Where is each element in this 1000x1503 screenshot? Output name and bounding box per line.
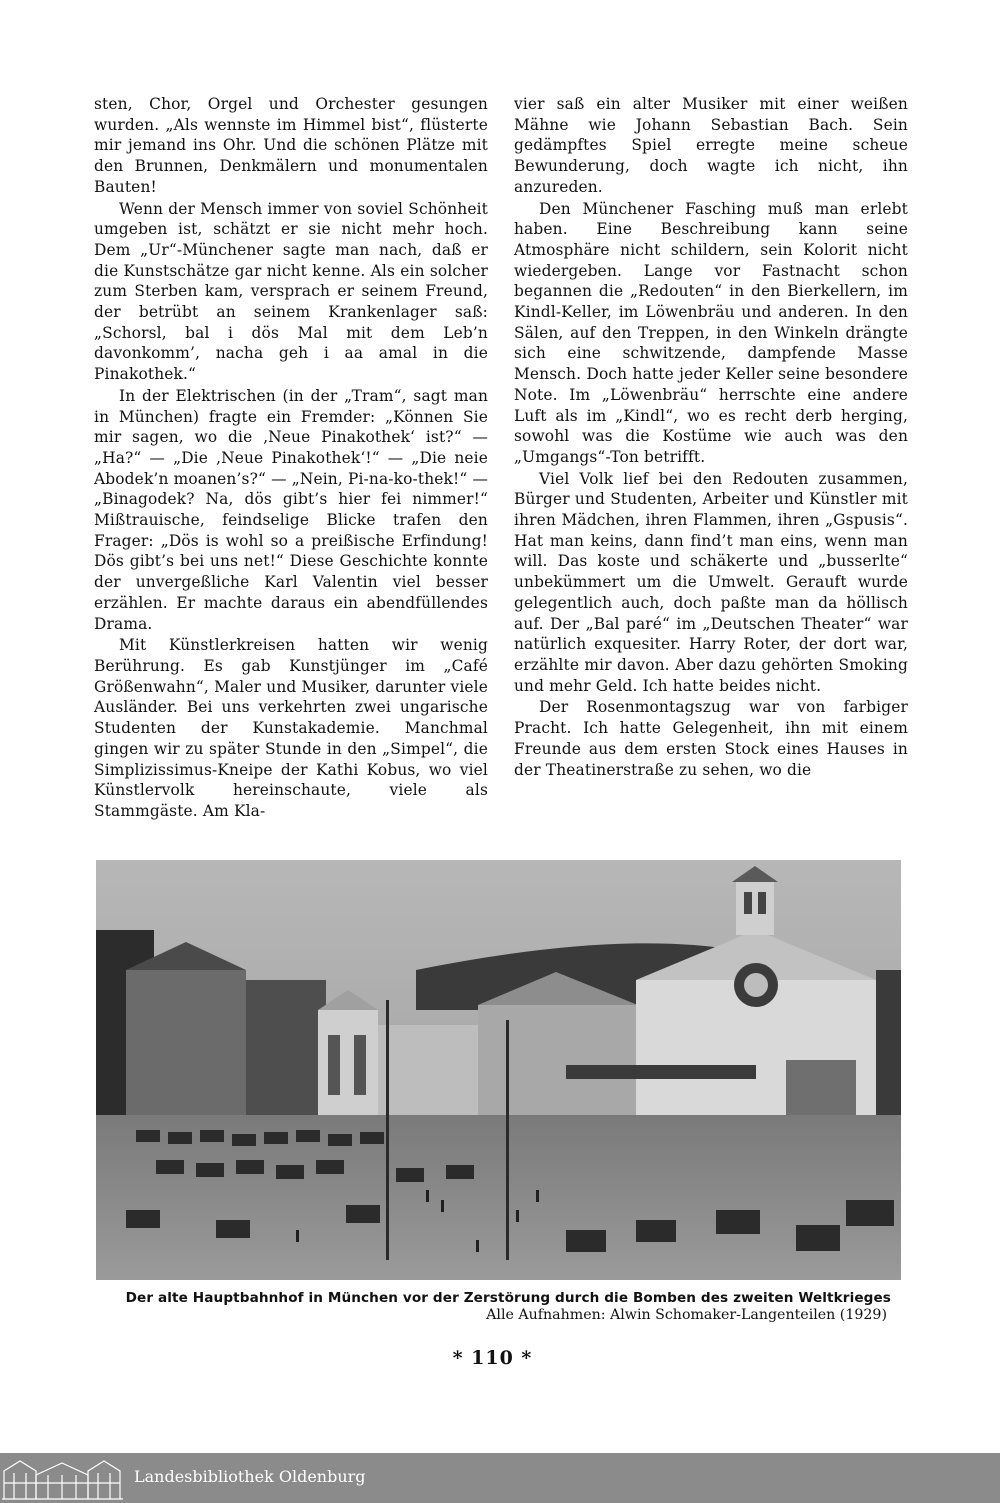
right-column <box>514 94 908 780</box>
paragraph: Den Münchener Fasching muß man erlebt haben. Eine Beschreibung kann seine Atmosphäre nicht schildern, sein Kolorit nicht wiedergeben. Lange vor Fastnacht schon begannen die „Redouten“ in den Bierkellern, im Kindl-Keller, im Löwenbräu und anderen. In den Sälen, auf den Treppen, in den Winkeln drängte sich eine schwitzende, dampfende Masse Mensch. Doch hatte jeder Keller seine besondere Note. Im „Löwenbräu“ herrschte eine andere Luft als im „Kindl“, wo es recht derb herging, sowohl was die Kostüme wie auch was den „Umgangs“-Ton betrifft. <box>514 199 908 466</box>
paragraph: Wenn der Mensch immer von soviel Schönheit umgeben ist, schätzt er sie nicht mehr hoch. Dem „Ur“-Münchener sagte man nach, daß er die Kunstschätze gar nicht kenne. Als ein solcher zum Sterben kam, versprach er seinem Freund, der betrübt an seinem Krankenlager saß: „Schorsl, bal i dös Mal mit dem Leb’n davonkomm’, nacha geh i aa amal in die Pinakothek.“ <box>94 199 488 384</box>
station-photo <box>96 860 901 1280</box>
station-photo-illustration <box>96 860 901 1280</box>
page-number: * 110 * <box>452 1347 533 1369</box>
paragraph: Mit Künstlerkreisen hatten wir wenig Berührung. Es gab Kunstjünger im „Café Größenwahn“, Maler und Musiker, darunter viele Ausländer. Bei uns verkehrten zwei ungarische Studenten der Kunstakademie. Manchmal gingen wir zu später Stunde in den „Simpel“, die Simplizissimus-Kneipe der Kathi Kobus, wo viel Künstlervolk hereinschaute, viele als Stammgäste. Am Kla- <box>94 636 488 820</box>
library-footer-bar <box>0 1453 1000 1503</box>
paragraph: vier saß ein alter Musiker mit einer weißen Mähne wie Johann Sebastian Bach. Sein gedämpftes Spiel erregte meine scheue Bewunderung, doch wagte ich nicht, ihn anzureden. <box>514 95 908 196</box>
photo-credit: Alle Aufnahmen: Alwin Schomaker-Langenteilen (1929) <box>486 1307 887 1323</box>
library-name: Landesbibliothek Oldenburg <box>134 1467 366 1486</box>
paragraph: In der Elektrischen (in der „Tram“, sagt man in München) fragte ein Fremder: „Können Sie mir sagen, wo die ‚Neue Pinakothek‘ ist?“ — „Ha?“ — „Die ‚Neue Pinakothek‘!“ — „Die neie Abodek’n moanen’s?“ — „Nein, Pi-na-ko-thek!“ — „Binagodek? Na, dös gibt’s hier fei nimmer!“ Mißtrauische, feindselige Blicke trafen den Frager: „Dös is wohl so a preißische Erfindung! Dös gibt’s bei uns net!“ Diese Geschichte konnte der unvergeßliche Karl Valentin viel besser erzählen. Er machte daraus ein abendfüllendes Drama. <box>94 386 488 633</box>
paragraph: sten, Chor, Orgel und Orchester gesungen wurden. „Als wennste im Himmel bist“, flüsterte mir jemand ins Ohr. Und die schönen Plätze mit den Brunnen, Denkmälern und monumentalen Bauten! <box>94 95 488 196</box>
figure-caption: Der alte Hauptbahnhof in München vor der Zerstörung durch die Bomben des zweiten Weltkrieges <box>125 1290 891 1306</box>
paragraph: Viel Volk lief bei den Redouten zusammen, Bürger und Studenten, Arbeiter und Künstler mit ihren Mädchen, ihren Flammen, ihren „Gspusis“. Hat man keins, dann find’t man eins, wenn man will. Das koste und schäkerte und „busserlte“ unbekümmert um die Umwelt. Gerauft wurde gelegentlich auch, doch paßte man da höllisch auf. Der „Bal paré“ im „Deutschen Theater“ war natürlich exquesiter. Harry Roter, der dort war, erzählte mir davon. Aber dazu gehörten Smoking und mehr Geld. Ich hatte beides nicht. <box>514 469 908 695</box>
left-column <box>94 94 488 822</box>
paragraph: Der Rosenmontagszug war von farbiger Pracht. Ich hatte Gelegenheit, ihn mit einem Freunde aus dem ersten Stock eines Hauses in der Theatinerstraße zu sehen, wo die <box>514 698 908 779</box>
library-building-icon <box>0 1453 125 1503</box>
